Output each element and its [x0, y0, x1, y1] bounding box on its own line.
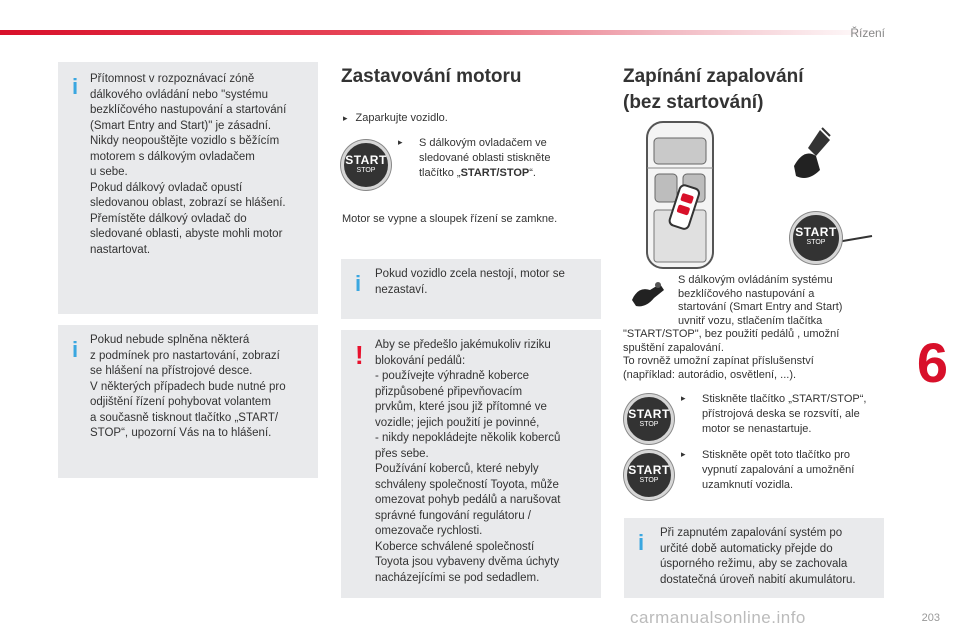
info-icon: i [355, 271, 362, 296]
info-box-start-conditions [58, 325, 318, 478]
start-stop-button-icon: START STOP [624, 394, 674, 444]
start-stop-button-icon: START STOP [790, 212, 842, 264]
arrow-bullet-icon: ▸ [681, 394, 686, 404]
vehicle-top-view-illustration [642, 116, 892, 274]
info-icon: i [72, 74, 79, 99]
info-icon: i [72, 337, 79, 362]
info-box-remote-presence [58, 62, 318, 314]
page-number: 203 [921, 612, 940, 624]
info-box-economy-mode [624, 518, 884, 598]
step-ignition-off: ▸ Stiskněte opět toto tlačítko pro vypnutí zapalování a umožnění uzamknutí vozidla. [681, 449, 855, 491]
info-text-start-conditions: Pokud nebude splněna některá z podmínek pro nastartování, zobrazí se hlášení na přístrojové desce. V některých případech bude nutné pro odjištění řízení pohybovat volantem a současně tisknout tlačítko „START/ STOP“, upozorní Vás na to hlášení. [90, 334, 286, 439]
start-stop-button-icon: START STOP [341, 140, 391, 190]
info-icon: i [638, 530, 645, 555]
watermark: carmanualsonline.info [630, 608, 806, 627]
header-color-bar [0, 30, 880, 35]
arrow-bullet-icon: ▸ [398, 138, 403, 148]
ignition-description: S dálkovým ovládáním systému bezklíčového nastupování a startování (Smart Entry and Start) uvnitř vozu, stlačením tlačítka [678, 274, 843, 327]
info-text-remote-presence: Přítomnost v rozpoznávací zóně dálkového ovládání nebo "systému bezklíčového nastupování a startování (Smart Entry and Start)" je zásadní. Nikdy neopouštějte vozidlo s běžícím motorem s dálkovým ovladačem u sebe. Pokud dálkový ovladač opustí sledovanou oblast, zobrazí se hlášení. Přemístěte dálkový ovladač do sledované oblasti, abyste mohli motor nastartovat. [90, 73, 287, 256]
heading-ignition-on: Zapínání zapalování (bez startování) [623, 66, 804, 113]
start-stop-button-icon: START STOP [624, 450, 674, 500]
warning-text-floor-mats: Aby se předešlo jakémukoliv riziku blokování pedálů: - používejte výhradně koberce přizpůsobené připevňovacím prvkům, které jsou již přítomné ve vozidle; jejich použití je povinné, - nikdy nepokládejte několik koberců přes sebe. Používání koberců, které nebyly schváleny společností Toyota, může omezovat pohyb pedálů a narušovat správné fungování regulátoru / omezovače rychlosti. Koberce schválené společností Toyota jsou vybaveny dvěma úchyty nacházejícími se pod sedadlem. [375, 339, 561, 584]
heading-engine-stop: Zastavování motoru [341, 66, 522, 87]
hand-pressing-icon [628, 276, 668, 310]
engine-stop-result: Motor se vypne a sloupek řízení se zamkne. [342, 213, 558, 225]
step-park-vehicle: ▸ Zaparkujte vozidlo. [343, 112, 448, 124]
arrow-bullet-icon: ▸ [343, 114, 348, 124]
arrow-bullet-icon: ▸ [681, 450, 686, 460]
step-ignition-on: ▸ Stiskněte tlačítko „START/STOP“, přístrojová deska se rozsvítí, ale motor se nenastartuje. [681, 393, 867, 435]
info-box-vehicle-moving [341, 259, 601, 319]
section-label: Řízení [850, 26, 885, 40]
info-text-economy-mode: Při zapnutém zapalování systém po určité době automaticky přejde do úsporného režimu, aby se zachovala dostatečná úroveň nabití akumulátoru. [660, 527, 856, 586]
warning-box-floor-mats [341, 330, 601, 598]
info-text-vehicle-moving: Pokud vozidlo zcela nestojí, motor se nezastaví. [375, 268, 565, 296]
hand-pressing-icon [794, 128, 830, 178]
chapter-number: 6 [916, 331, 948, 394]
warning-icon: ! [355, 340, 364, 370]
ignition-description-cont: "START/STOP", bez použití pedálů , umožní spuštění zapalování. To rovněž umožní zapínat příslušenství (například: autorádio, osvětlení, ...). [623, 328, 840, 381]
step-press-start-stop: ▸ S dálkovým ovladačem ve sledované oblasti stiskněte tlačítko „START/STOP“. [398, 137, 551, 179]
